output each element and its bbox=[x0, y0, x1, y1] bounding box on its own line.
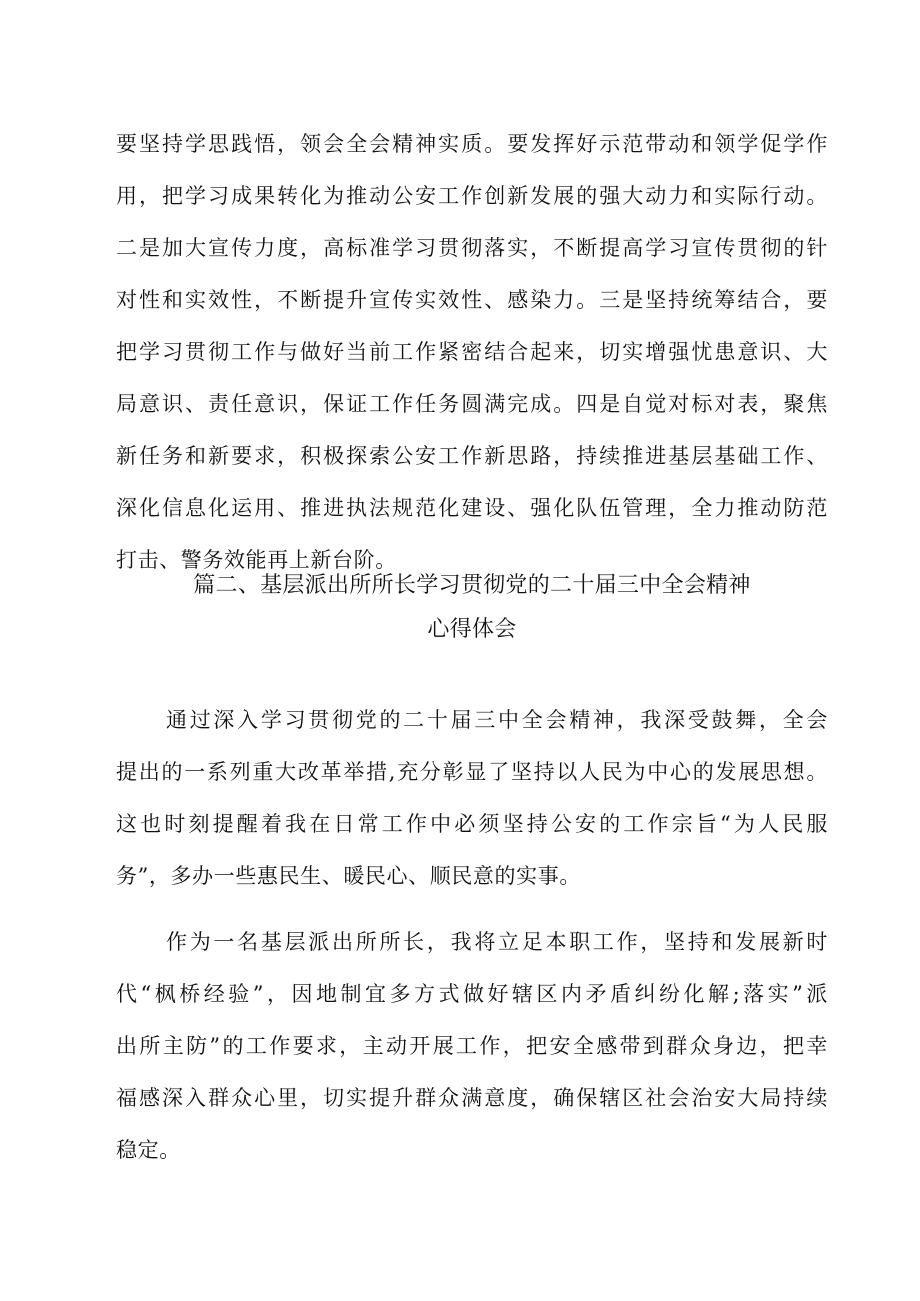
section-title bbox=[116, 564, 828, 652]
text-line: 代“枫桥经验”，因地制宜多方式做好辖区内矛盾纠纷化解;落实”派 bbox=[116, 982, 828, 1006]
text-line: 作为一名基层派出所所长，我将立足本职工作，坚持和发展新时 bbox=[166, 930, 828, 954]
section-title-line: 心得体会 bbox=[427, 617, 517, 642]
text-line: 提出的一系列重大改革举措,充分彰显了坚持以人民为中心的发展思想。 bbox=[116, 760, 828, 784]
text-line: 这也时刻提醒着我在日常工作中必须坚持公安的工作宗旨“为人民服 bbox=[116, 812, 828, 836]
text-line: 要坚持学思践悟，领会全会精神实质。要发挥好示范带动和领学促学作 bbox=[116, 132, 828, 156]
text-line: 福感深入群众心里，切实提升群众满意度，确保辖区社会治安大局持续 bbox=[116, 1086, 828, 1110]
text-line: 打击、警务效能再上新台阶。 bbox=[116, 548, 397, 572]
text-line: 用，把学习成果转化为推动公安工作创新发展的强大动力和实际行动。 bbox=[116, 184, 828, 208]
text-line: 二是加大宣传力度，高标准学习贯彻落实，不断提高学习宣传贯彻的针 bbox=[116, 236, 828, 260]
text-line: 务”，多办一些惠民生、暖民心、顺民意的实事。 bbox=[116, 864, 581, 888]
paragraph-continued bbox=[116, 118, 828, 586]
text-line: 局意识、责任意识，保证工作任务圆满完成。四是自觉对标对表，聚焦 bbox=[116, 392, 828, 416]
text-line: 出所主防”的工作要求，主动开展工作，把安全感带到群众身边，把幸 bbox=[116, 1034, 828, 1058]
text-line: 新任务和新要求，积极探索公安工作新思路，持续推进基层基础工作、 bbox=[116, 444, 828, 468]
paragraph bbox=[116, 694, 828, 902]
paragraph bbox=[116, 916, 828, 1176]
section-title-line: 篇二、基层派出所所长学习贯彻党的二十届三中全会精神 bbox=[193, 573, 751, 598]
text-line: 深化信息化运用、推进执法规范化建设、强化队伍管理，全力推动防范 bbox=[116, 496, 828, 520]
text-line: 对性和实效性，不断提升宣传实效性、感染力。三是坚持统筹结合，要 bbox=[116, 288, 828, 312]
text-line: 把学习贯彻工作与做好当前工作紧密结合起来，切实增强忧患意识、大 bbox=[116, 340, 828, 364]
text-line: 稳定。 bbox=[116, 1138, 181, 1162]
text-line: 通过深入学习贯彻党的二十届三中全会精神，我深受鼓舞，全会 bbox=[166, 708, 828, 732]
